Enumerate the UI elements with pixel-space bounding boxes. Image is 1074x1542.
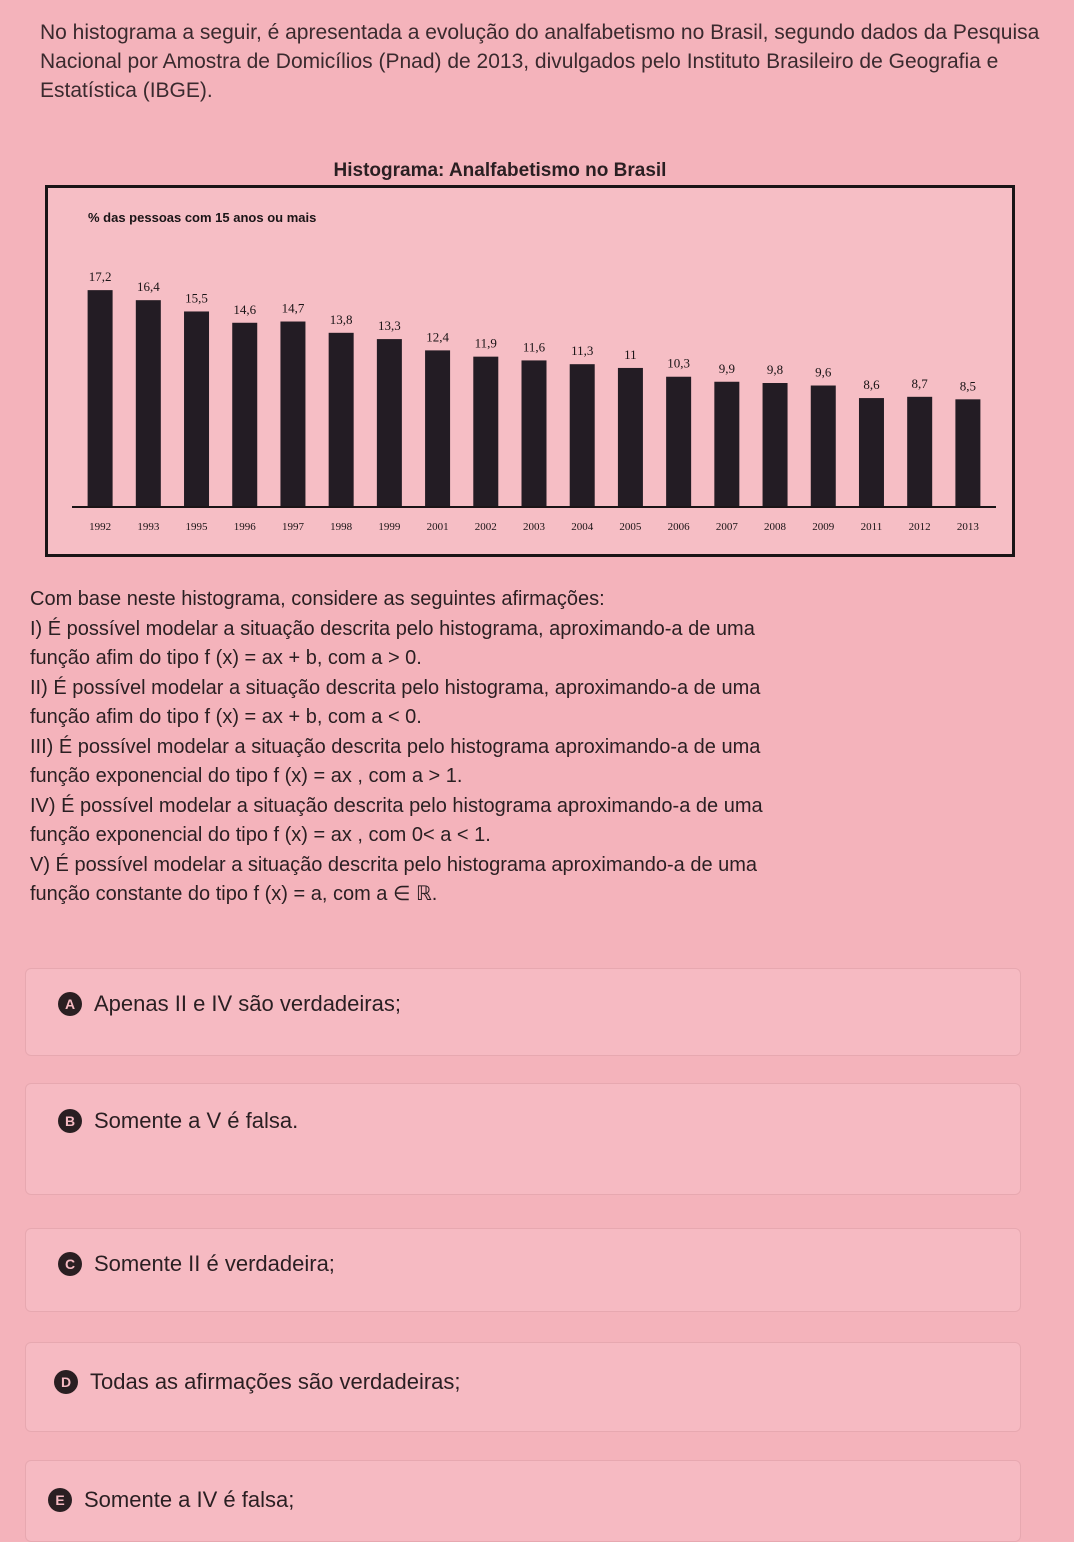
statement-3-line2: função exponencial do tipo f (x) = ax , com a > 1. <box>30 765 463 787</box>
statement-5-line1: V) É possível modelar a situação descrita pelo histograma aproximando-a de uma <box>30 853 758 876</box>
data-label-2012: 8,7 <box>911 375 928 391</box>
option-c-text: Somente II é verdadeira; <box>94 1251 335 1276</box>
tick-label-1993: 1993 <box>137 521 160 533</box>
y-axis-label: % das pessoas com 15 anos ou mais <box>88 210 317 225</box>
bar-2009 <box>811 386 836 506</box>
option-e[interactable] <box>25 1460 1021 1542</box>
statement-4-line2: função exponencial do tipo f (x) = ax , com 0< a < 1. <box>30 824 491 846</box>
bar-2003 <box>522 360 547 506</box>
data-label-2003: 11,6 <box>522 339 546 355</box>
option-a-badge: A <box>58 992 82 1016</box>
bar-2008 <box>763 383 788 506</box>
tick-label-1996: 1996 <box>233 521 256 533</box>
statement-5-line2: função constante do tipo f (x) = a, com a ∈ ℝ. <box>30 883 438 905</box>
tick-label-2002: 2002 <box>474 521 497 533</box>
statement-2-line2: função afim do tipo f (x) = ax + b, com a < 0. <box>30 706 422 728</box>
tick-label-2001: 2001 <box>426 521 449 533</box>
bar-1999 <box>377 339 402 506</box>
bar-1992 <box>88 290 113 506</box>
data-label-2011: 8,6 <box>863 377 880 393</box>
tick-label-1997: 1997 <box>281 521 304 533</box>
bar-1993 <box>136 300 161 506</box>
histogram-chart <box>45 185 1015 557</box>
data-label-2007: 9,9 <box>718 360 735 376</box>
tick-label-2006: 2006 <box>667 521 690 533</box>
tick-label-2009: 2009 <box>812 521 835 533</box>
statement-4-line1: IV) É possível modelar a situação descrita pelo histograma aproximando-a de uma <box>30 794 763 817</box>
tick-label-1999: 1999 <box>378 521 401 533</box>
data-label-1999: 13,3 <box>377 318 401 334</box>
tick-label-2011: 2011 <box>860 521 883 533</box>
bar-2007 <box>714 382 739 506</box>
data-label-2004: 11,3 <box>571 343 594 359</box>
tick-label-2003: 2003 <box>523 521 545 533</box>
data-label-2006: 10,3 <box>667 355 691 371</box>
tick-label-2008: 2008 <box>764 521 787 533</box>
option-c-badge: C <box>58 1252 82 1276</box>
data-label-2008: 9,8 <box>766 362 784 378</box>
bar-1998 <box>329 333 354 506</box>
tick-label-1992: 1992 <box>89 521 112 533</box>
data-label-2001: 12,4 <box>426 329 449 345</box>
tick-label-2005: 2005 <box>619 521 642 533</box>
bar-2001 <box>425 350 450 506</box>
tick-label-1995: 1995 <box>185 521 208 533</box>
tick-label-2012: 2012 <box>908 521 931 533</box>
data-label-2005: 11 <box>624 346 637 362</box>
statement-2-line1: II) É possível modelar a situação descrita pelo histograma, aproximando-a de uma <box>30 676 761 699</box>
data-label-1998: 13,8 <box>329 311 353 327</box>
option-d-text: Todas as afirmações são verdadeiras; <box>90 1369 461 1394</box>
data-label-1996: 14,6 <box>233 301 257 317</box>
data-label-1995: 15,5 <box>185 290 208 306</box>
option-c[interactable] <box>25 1228 1021 1312</box>
data-label-2009: 9,6 <box>815 364 832 380</box>
option-e-badge: E <box>48 1488 72 1512</box>
statements-block <box>30 585 1040 910</box>
option-b-badge: B <box>58 1109 82 1133</box>
statement-1-line2: função afim do tipo f (x) = ax + b, com a > 0. <box>30 647 422 669</box>
chart-svg <box>48 188 1012 554</box>
data-label-2002: 11,9 <box>474 335 497 351</box>
bar-2005 <box>618 368 643 506</box>
data-label-1992: 17,2 <box>88 269 112 285</box>
tick-label-1998: 1998 <box>330 521 353 533</box>
data-label-1993: 16,4 <box>136 279 160 295</box>
option-b-text: Somente a V é falsa. <box>94 1108 299 1133</box>
intro-text: No histograma a seguir, é apresentada a evolução do analfabetismo no Brasil, segundo dados da Pesquisa Nacional por Amostra de Domicílios (Pnad) de 2013, divulgados pelo Instituto Brasileiro de Geografia e Estatística (IBGE). <box>40 21 1040 102</box>
data-label-1997: 14,7 <box>281 300 305 316</box>
statement-1-line1: I) É possível modelar a situação descrita pelo histograma, aproximando-a de uma <box>30 617 755 640</box>
tick-label-2004: 2004 <box>571 521 594 533</box>
option-a-text: Apenas II e IV são verdadeiras; <box>94 991 401 1016</box>
option-d-badge: D <box>54 1370 78 1394</box>
bar-2006 <box>666 377 691 506</box>
bar-1997 <box>280 322 305 506</box>
bar-1996 <box>232 323 257 506</box>
bar-2011 <box>859 398 884 506</box>
option-d[interactable] <box>25 1342 1021 1432</box>
tick-label-2013: 2013 <box>956 521 979 533</box>
data-label-2013: 8,5 <box>959 378 977 394</box>
option-b[interactable] <box>25 1083 1021 1195</box>
bar-1995 <box>184 311 209 506</box>
chart-title: Histograma: Analfabetismo no Brasil <box>333 160 667 181</box>
bar-2013 <box>955 399 980 506</box>
bar-2012 <box>907 397 932 506</box>
statement-3-line1: III) É possível modelar a situação descrita pelo histograma aproximando-a de uma <box>30 735 761 758</box>
tick-label-2007: 2007 <box>715 521 738 533</box>
bar-2004 <box>570 364 595 506</box>
statements-lead: Com base neste histograma, considere as seguintes afirmações: <box>30 588 605 610</box>
bar-2002 <box>473 357 498 506</box>
option-a[interactable] <box>25 968 1021 1056</box>
option-e-text: Somente a IV é falsa; <box>84 1487 295 1512</box>
